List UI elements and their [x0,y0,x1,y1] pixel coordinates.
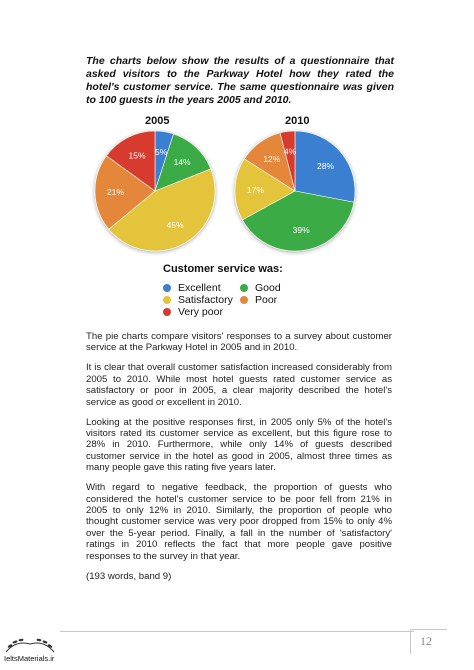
poor-dot-icon [240,296,248,304]
legend-item-good [240,282,281,294]
chart-2010-title: 2010 [285,115,310,127]
chart-2005-title: 2005 [145,115,170,127]
slice-label-2010-poor: 12% [263,153,281,164]
slice-label-2005-excellent: 5% [155,146,168,157]
legend-item-very-poor [163,306,223,318]
legend-item-satisfactory [163,294,233,306]
slice-label-2005-poor: 21% [106,187,124,198]
slice-label-2005-good: 14% [173,157,191,168]
legend-label-poor: Poor [255,294,278,306]
slice-label-2005-very-poor: 15% [128,150,146,161]
word-count: (193 words, band 9) [86,570,172,582]
slice-label-2010-satisfactory: 17% [246,184,264,195]
legend-item-poor [240,294,277,306]
essay-paragraph-4: With regard to negative feedback, the proportion of guests who considered the hotel's customer service to be poor fell from 21% in 2005 to only 12% in 2010. Similarly, the proportion of people who thought customer service was very poor dropped from 15% to only 4% over the 5-year period. Finally, a fall in the number of 'satisfactory' ratings in 2010 reflects the fact that more people gave positive responses to the survey in that year. [86,482,392,562]
essay-body [86,331,392,591]
slice-label-2010-excellent: 28% [317,160,335,171]
footer-divider [60,631,414,632]
legend-label-excellent: Excellent [178,282,221,294]
legend-label-satisfactory: Satisfactory [178,294,233,306]
legend-title: Customer service was: [163,263,283,275]
very-poor-dot-icon [163,308,171,316]
legend-item-excellent [163,282,221,294]
pie-charts [0,0,474,300]
essay-paragraph-2: It is clear that overall customer satisfaction increased considerably from 2005 to 2010. While most hotel guests rated customer service as satisfactory or poor in 2005, a clear majority described the hotel's service as good or excellent in 2010. [86,362,392,408]
slice-label-2010-very-poor: 4% [283,146,297,157]
slice-label-2010-good: 39% [292,225,310,236]
legend-label-good: Good [255,282,281,294]
legend-label-very-poor: Very poor [178,306,223,318]
satisfactory-dot-icon [163,296,171,304]
excellent-dot-icon [163,284,171,292]
page-number: 12 [420,634,432,648]
intro-text: The charts below show the results of a questionnaire that asked visitors to the Parkway Hotel how they rated the hotel's customer service. The same questionnaire was given to 100 guests in the years 2005 and 2010. [86,55,394,106]
essay-paragraph-3: Looking at the positive responses first, in 2005 only 5% of the hotel's visitors rated its customer service as excellent, but this figure rose to 28% in 2010. Furthermore, while only 14% of guests described customer service in the hotel as good in 2005, almost three times as many people gave this rating five years later. [86,416,392,474]
essay-paragraph-1: The pie charts compare visitors' responses to a survey about customer service at the Parkway Hotel in 2005 and in 2010. [86,331,392,354]
site-watermark: IeltsMaterials.ir [4,654,55,663]
good-dot-icon [240,284,248,292]
slice-label-2005-satisfactory: 45% [166,220,184,231]
